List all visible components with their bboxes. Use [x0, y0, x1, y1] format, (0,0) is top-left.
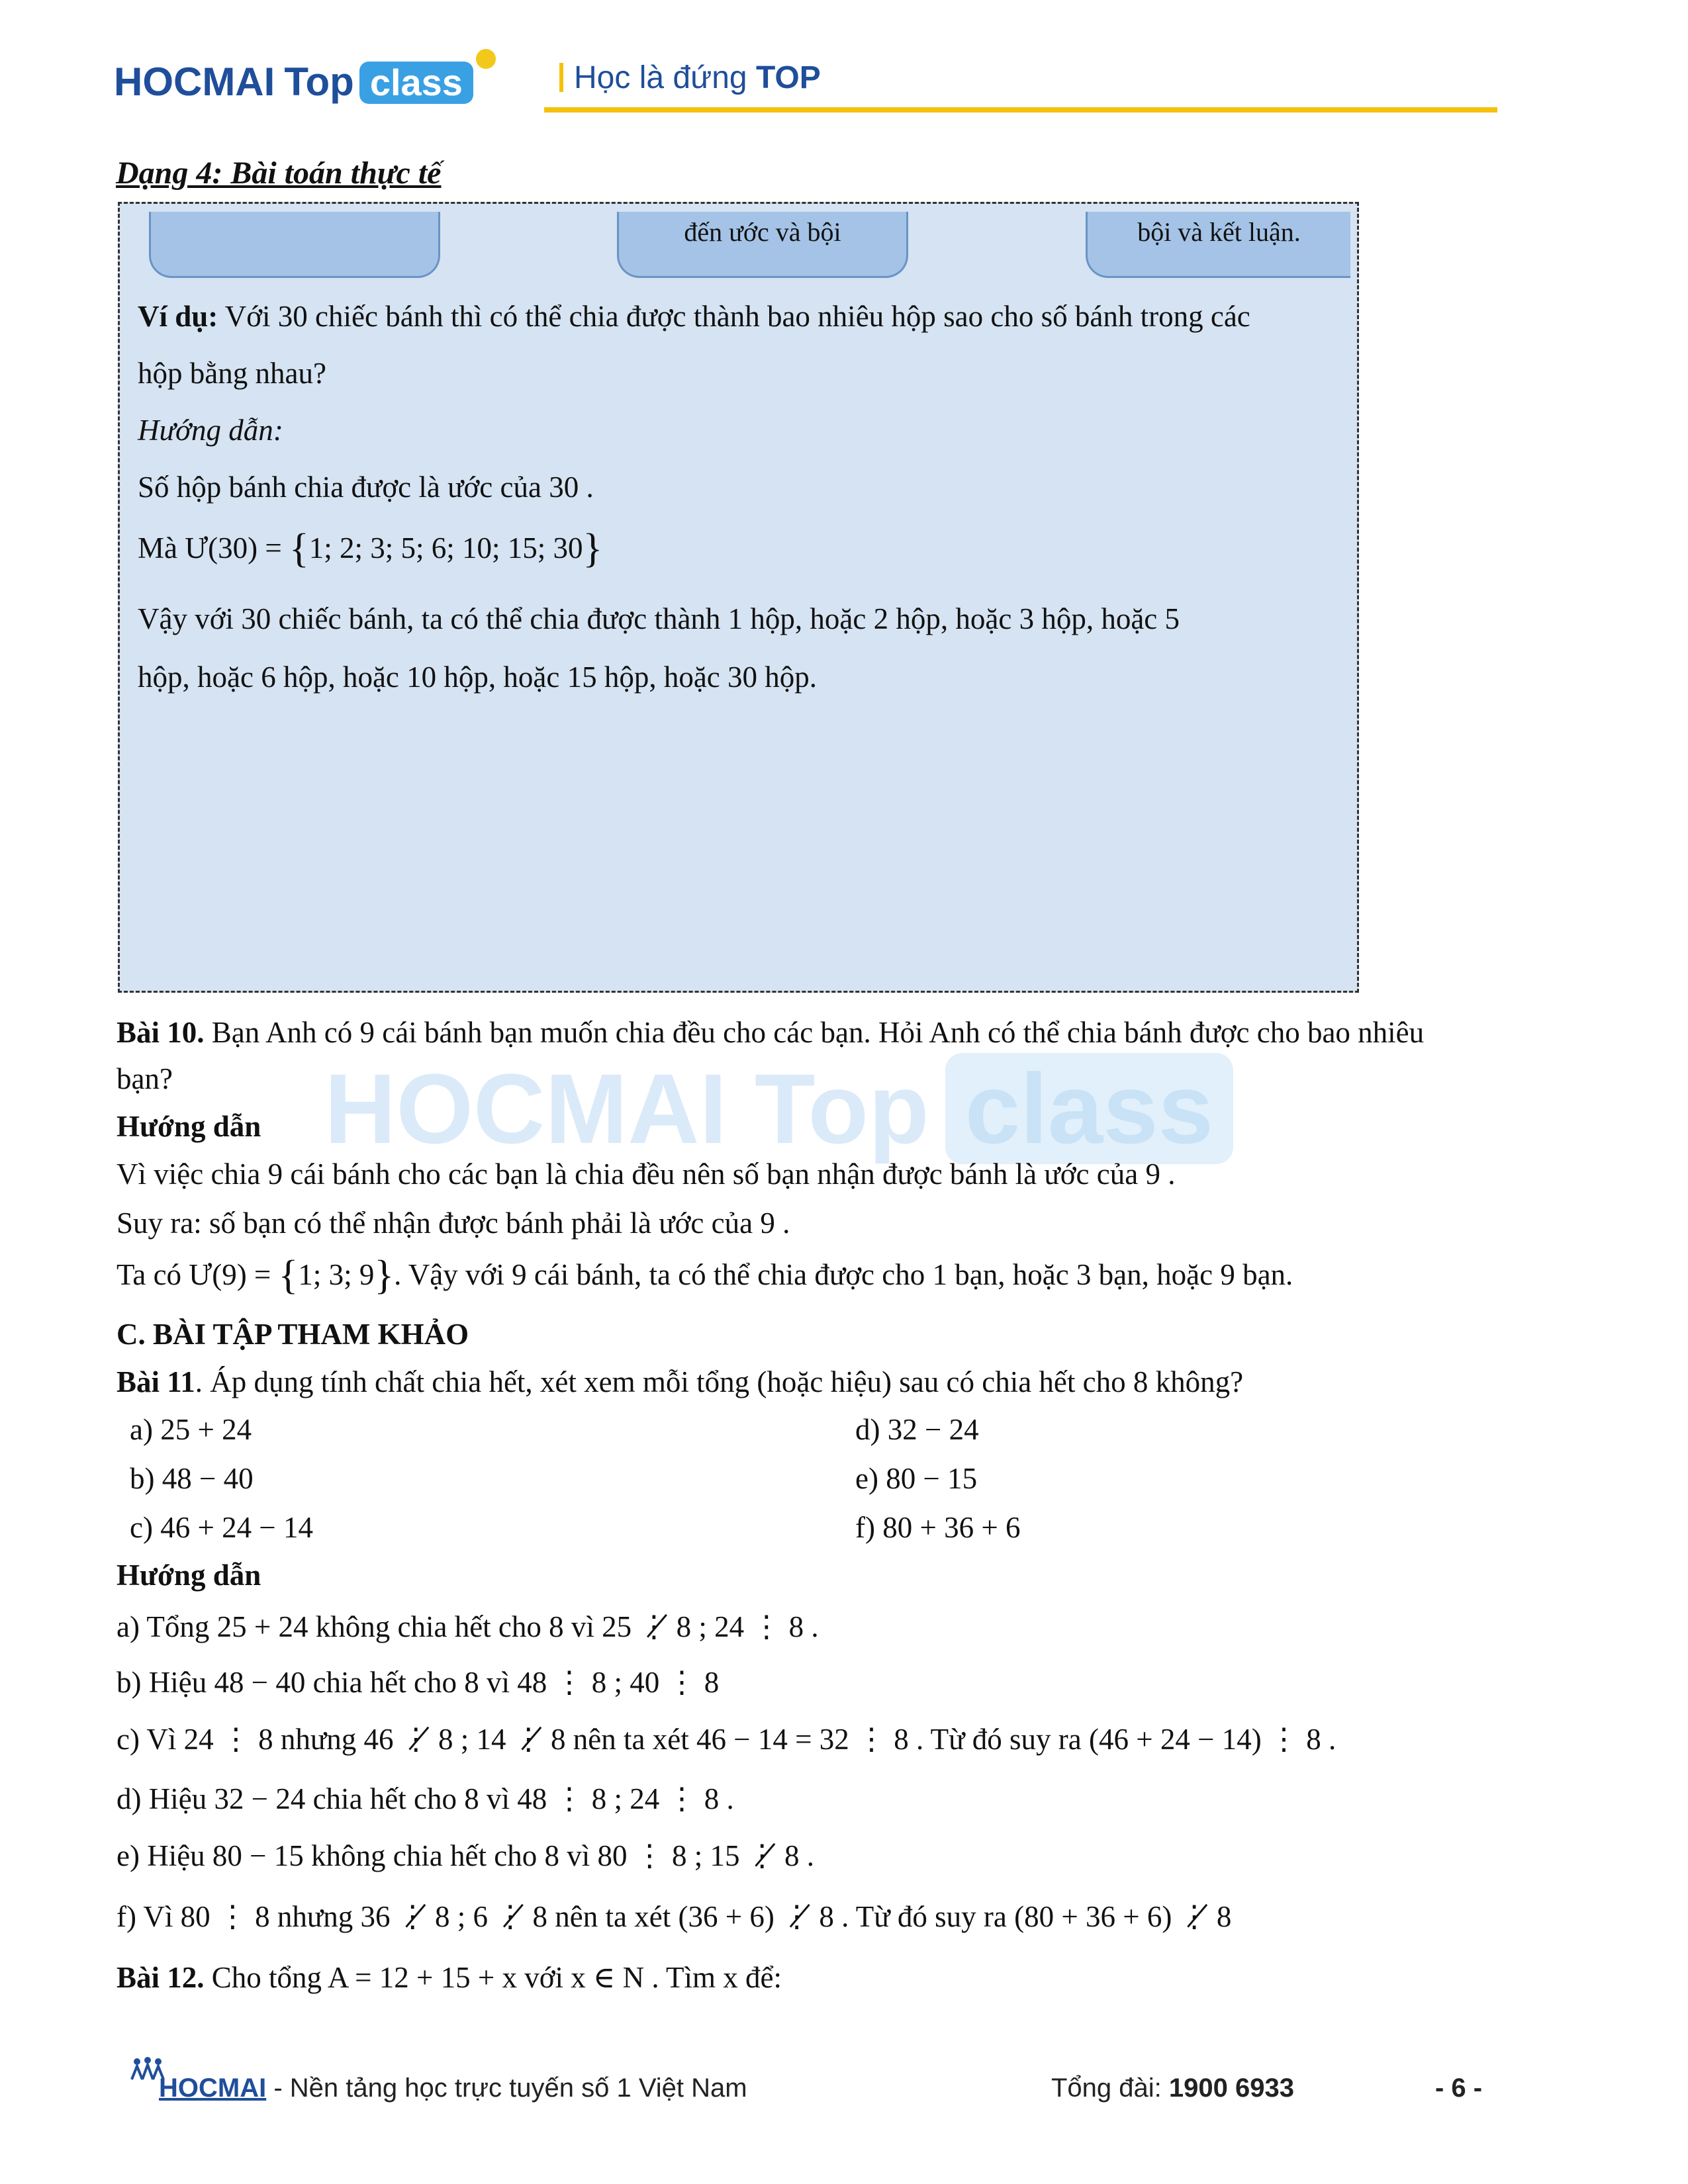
slogan-bold: TOP	[755, 60, 821, 95]
bai10-conclusion: . Vậy với 9 cái bánh, ta có thể chia được cho 1 bạn, hoặc 3 bạn, hoặc 9 bạn.	[394, 1258, 1293, 1291]
bai11-label: Bài 11	[117, 1365, 195, 1398]
bai10-set: 1; 3; 9	[298, 1258, 375, 1291]
bai11-answer-e: e) Hiệu 80 − 15 không chia hết cho 8 vì 80 ⋮ 8 ; 15 ⋮̸ 8 .	[117, 1839, 814, 1872]
set-prefix: Mà Ư(30) =	[138, 531, 282, 565]
footer-hotline	[1051, 2071, 1294, 2105]
header-slogan	[559, 57, 821, 99]
logo-class: class	[359, 62, 473, 104]
bai10-question	[117, 1013, 1424, 1052]
bai11-guide-label: Hướng dẫn	[117, 1559, 261, 1592]
page-number: - 6 -	[1435, 2073, 1483, 2103]
divisor-set: 1; 2; 3; 5; 6; 10; 15; 30	[308, 531, 583, 565]
watermark-logo	[324, 1052, 1233, 1165]
example-question	[138, 296, 1356, 336]
bai12-label: Bài 12.	[117, 1961, 205, 1994]
bai11-answer-b: b) Hiệu 48 − 40 chia hết cho 8 vì 48 ⋮ 8 ; 40 ⋮ 8	[117, 1666, 720, 1699]
example-line-1: Số hộp bánh chia được là ước của 30 .	[138, 471, 594, 504]
footer-tagline	[159, 2071, 747, 2105]
bai10-guide-2: Suy ra: số bạn có thể nhận được bánh phải là ước của 9 .	[117, 1206, 790, 1240]
bai10-set-prefix: Ta có Ư(9) =	[117, 1258, 271, 1291]
example-label: Ví dụ:	[138, 300, 218, 333]
bai11-item-f: f) 80 + 36 + 6	[855, 1511, 1021, 1544]
bai11-text: . Áp dụng tính chất chia hết, xét xem mỗi tổng (hoặc hiệu) sau có chia hết cho 8 không?	[195, 1365, 1244, 1398]
bai11-answer-a: a) Tổng 25 + 24 không chia hết cho 8 vì 25 ⋮̸ 8 ; 24 ⋮ 8 .	[117, 1610, 819, 1643]
header-rule	[544, 107, 1497, 113]
bai11-answer-f: f) Vì 80 ⋮ 8 nhưng 36 ⋮̸ 8 ; 6 ⋮̸ 8 nên ta xét (36 + 6) ⋮̸ 8 . Từ đó suy ra (80 + 36 + 6) ⋮̸ 8	[117, 1900, 1232, 1933]
logo-star-icon	[476, 49, 496, 69]
hotline-label: Tổng đài:	[1051, 2073, 1169, 2103]
bai11-item-b: b) 48 − 40	[130, 1462, 254, 1495]
slogan-text: Học là đứng	[574, 60, 747, 95]
example-guide-label: Hướng dẫn:	[138, 414, 283, 447]
bai10-text: Bạn Anh có 9 cái bánh bạn muốn chia đều cho các bạn. Hỏi Anh có thể chia bánh được cho bao nhiêu	[204, 1016, 1425, 1049]
bai10-label: Bài 10.	[117, 1016, 205, 1049]
watermark-class: class	[945, 1053, 1233, 1164]
example-line-4: hộp, hoặc 6 hộp, hoặc 10 hộp, hoặc 15 hộp, hoặc 30 hộp.	[138, 660, 818, 694]
bai11-answer-d: d) Hiệu 32 − 24 chia hết cho 8 vì 48 ⋮ 8 ; 24 ⋮ 8 .	[117, 1782, 734, 1815]
watermark-text: HOCMAI Top	[324, 1053, 929, 1164]
bai12-question	[117, 1958, 782, 1997]
bai10-guide-3: Ta có Ư(9) = {1; 3; 9}. Vậy với 9 cái bánh, ta có thể chia được cho 1 bạn, hoặc 3 bạn, hoặc 9 bạn.	[117, 1253, 1293, 1298]
slogan-divider	[559, 63, 563, 92]
step-tab-2: đến ước và bội	[617, 212, 908, 278]
hocmai-topclass-logo	[114, 58, 473, 106]
bai10-question-cont: bạn?	[117, 1062, 173, 1095]
bai11-item-e: e) 80 − 15	[855, 1462, 978, 1495]
bai12-text: Cho tổng A = 12 + 15 + x với x ∈ N . Tìm x để:	[204, 1961, 782, 1994]
example-line-2: Mà Ư(30) = {1; 2; 3; 5; 6; 10; 15; 30}	[138, 526, 603, 571]
bai11-item-c: c) 46 + 24 − 14	[130, 1511, 313, 1544]
bai11-item-d: d) 32 − 24	[855, 1413, 979, 1446]
logo-top: Top	[284, 60, 354, 104]
example-line-3: Vậy với 30 chiếc bánh, ta có thể chia được thành 1 hộp, hoặc 2 hộp, hoặc 3 hộp, hoặc 5	[138, 602, 1180, 635]
footer-brand-link[interactable]: HOCMAI	[159, 2073, 267, 2103]
hotline-number: 1900 6933	[1168, 2073, 1294, 2103]
bai10-guide-label: Hướng dẫn	[117, 1110, 261, 1143]
example-text: Với 30 chiếc bánh thì có thể chia được thành bao nhiêu hộp sao cho số bánh trong các	[218, 300, 1250, 333]
logo-hocmai: HOCMAI	[114, 60, 275, 104]
example-question-cont: hộp bằng nhau?	[138, 357, 326, 390]
step-tab-3: bội và kết luận.	[1086, 212, 1350, 278]
section-title: Dạng 4: Bài toán thực tế	[116, 156, 442, 191]
bai11-item-a: a) 25 + 24	[130, 1413, 252, 1446]
bai11-question	[117, 1362, 1243, 1402]
footer-tagline-text: - Nền tảng học trực tuyến số 1 Việt Nam	[266, 2073, 747, 2103]
bai10-guide-1: Vì việc chia 9 cái bánh cho các bạn là chia đều nên số bạn nhận được bánh là ước của 9 .	[117, 1158, 1176, 1191]
section-c-title: C. BÀI TẬP THAM KHẢO	[117, 1318, 469, 1351]
bai11-answer-c: c) Vì 24 ⋮ 8 nhưng 46 ⋮̸ 8 ; 14 ⋮̸ 8 nên ta xét 46 − 14 = 32 ⋮ 8 . Từ đó suy ra (46 + 24 − 14) ⋮ 8 .	[117, 1723, 1336, 1756]
step-tab-1	[149, 212, 440, 278]
guide-label-text: Hướng dẫn	[138, 414, 273, 447]
